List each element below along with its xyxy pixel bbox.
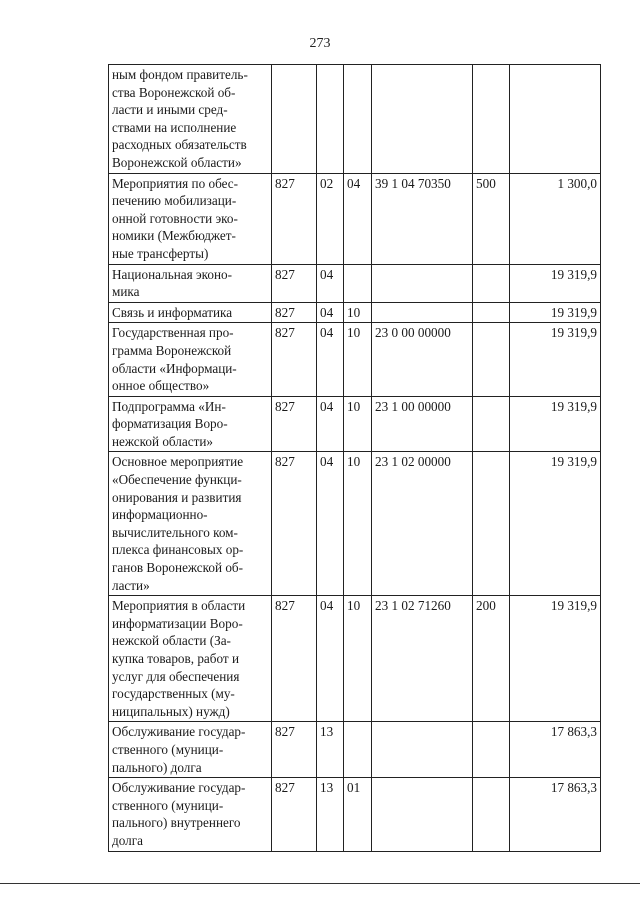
- amount-cell: 19 319,9: [510, 302, 601, 323]
- table-row: [109, 396, 601, 452]
- item-name-line: грамма Воронежской: [112, 342, 232, 358]
- item-name-cell: [109, 396, 272, 452]
- target-article-cell: [372, 65, 473, 174]
- expense-type-cell: [473, 302, 510, 323]
- item-name-line: нежской области»: [112, 433, 213, 449]
- item-name-line: информатизации Воро-: [112, 615, 243, 631]
- admin-code-cell: 827: [272, 452, 317, 596]
- item-name-line: государственных (му-: [112, 686, 235, 702]
- subsection-code-cell: [344, 65, 372, 174]
- item-name-line: ственного (муници-: [112, 797, 224, 813]
- subsection-code-cell: [344, 722, 372, 778]
- subsection-code-cell: 10: [344, 452, 372, 596]
- item-name-line: Воронежской области»: [112, 154, 242, 170]
- item-name-line: Основное мероприятие: [112, 454, 244, 470]
- section-code-cell: 04: [317, 264, 344, 302]
- target-article-cell: [372, 722, 473, 778]
- admin-code-cell: [272, 65, 317, 174]
- target-article-cell: 23 0 00 00000: [372, 323, 473, 396]
- item-name-line: ственного (муници-: [112, 741, 224, 757]
- item-name-line: Национальная эконо-: [112, 266, 233, 282]
- target-article-cell: 23 1 00 00000: [372, 396, 473, 452]
- expense-type-cell: [473, 722, 510, 778]
- item-name-cell: [109, 264, 272, 302]
- item-name-cell: [109, 323, 272, 396]
- expense-type-cell: [473, 778, 510, 851]
- table-row: [109, 778, 601, 851]
- item-name-line: нежской области (За-: [112, 633, 231, 649]
- item-name-line: пального) внутреннего: [112, 815, 241, 831]
- item-name-line: ным фондом правитель-: [112, 67, 248, 82]
- item-name-cell: [109, 722, 272, 778]
- amount-cell: 19 319,9: [510, 264, 601, 302]
- item-name-line: ства Воронежской об-: [112, 84, 236, 100]
- item-name-line: Обслуживание государ-: [112, 780, 246, 796]
- item-name-line: ласти»: [112, 577, 150, 593]
- admin-code-cell: 827: [272, 173, 317, 264]
- section-code-cell: 04: [317, 302, 344, 323]
- item-name-line: ные трансферты): [112, 245, 209, 261]
- section-code-cell: 13: [317, 722, 344, 778]
- item-name-cell: [109, 596, 272, 722]
- item-name-line: информационно-: [112, 507, 208, 523]
- expense-type-cell: 500: [473, 173, 510, 264]
- section-code-cell: 04: [317, 452, 344, 596]
- amount-cell: 19 319,9: [510, 323, 601, 396]
- expense-type-cell: [473, 323, 510, 396]
- expense-type-cell: [473, 65, 510, 174]
- table-row: [109, 722, 601, 778]
- item-name-line: Мероприятия в области: [112, 598, 246, 614]
- section-code-cell: 02: [317, 173, 344, 264]
- target-article-cell: 39 1 04 70350: [372, 173, 473, 264]
- table-row: [109, 452, 601, 596]
- item-name-line: номики (Межбюджет-: [112, 228, 236, 244]
- section-code-cell: 04: [317, 323, 344, 396]
- expense-type-cell: [473, 264, 510, 302]
- amount-cell: 17 863,3: [510, 722, 601, 778]
- admin-code-cell: 827: [272, 778, 317, 851]
- item-name-line: ганов Воронежской об-: [112, 560, 244, 576]
- item-name-line: «Обеспечение функци-: [112, 472, 242, 488]
- table-row: [109, 323, 601, 396]
- admin-code-cell: 827: [272, 596, 317, 722]
- item-name-line: плекса финансовых ор-: [112, 542, 244, 558]
- amount-cell: 17 863,3: [510, 778, 601, 851]
- subsection-code-cell: 01: [344, 778, 372, 851]
- admin-code-cell: 827: [272, 323, 317, 396]
- subsection-code-cell: 10: [344, 323, 372, 396]
- admin-code-cell: 827: [272, 302, 317, 323]
- subsection-code-cell: 04: [344, 173, 372, 264]
- item-name-cell: [109, 452, 272, 596]
- item-name-line: Связь и информатика: [112, 304, 233, 320]
- page-bottom-rule: [0, 883, 640, 884]
- subsection-code-cell: 10: [344, 396, 372, 452]
- admin-code-cell: 827: [272, 722, 317, 778]
- item-name-line: вычислительного ком-: [112, 524, 238, 540]
- item-name-line: услуг для обеспечения: [112, 668, 240, 684]
- page-number: 273: [309, 36, 331, 51]
- item-name-line: расходных обязательств: [112, 137, 247, 153]
- amount-cell: 19 319,9: [510, 396, 601, 452]
- item-name-line: онное общество»: [112, 378, 210, 394]
- table-row: [109, 264, 601, 302]
- item-name-line: пального) долга: [112, 759, 202, 775]
- admin-code-cell: 827: [272, 396, 317, 452]
- table-row: [109, 596, 601, 722]
- subsection-code-cell: 10: [344, 596, 372, 722]
- budget-table-body: [109, 65, 601, 852]
- item-name-line: мика: [112, 284, 140, 300]
- target-article-cell: [372, 302, 473, 323]
- expense-type-cell: [473, 452, 510, 596]
- item-name-cell: [109, 778, 272, 851]
- target-article-cell: [372, 778, 473, 851]
- item-name-line: печению мобилизаци-: [112, 193, 237, 209]
- section-code-cell: [317, 65, 344, 174]
- section-code-cell: 04: [317, 396, 344, 452]
- target-article-cell: [372, 264, 473, 302]
- table-row: [109, 65, 601, 174]
- item-name-line: Обслуживание государ-: [112, 724, 246, 740]
- item-name-line: области «Информаци-: [112, 360, 237, 376]
- subsection-code-cell: 10: [344, 302, 372, 323]
- table-row: [109, 173, 601, 264]
- amount-cell: 19 319,9: [510, 596, 601, 722]
- section-code-cell: 04: [317, 596, 344, 722]
- item-name-line: ласти и иными сред-: [112, 102, 228, 118]
- item-name-line: онирования и развития: [112, 489, 242, 505]
- item-name-cell: [109, 65, 272, 174]
- section-code-cell: 13: [317, 778, 344, 851]
- item-name-line: онной готовности эко-: [112, 210, 238, 226]
- budget-table: [108, 64, 601, 852]
- item-name-cell: [109, 302, 272, 323]
- subsection-code-cell: [344, 264, 372, 302]
- item-name-cell: [109, 173, 272, 264]
- table-row: [109, 302, 601, 323]
- item-name-line: ствами на исполнение: [112, 119, 237, 135]
- item-name-line: Подпрограмма «Ин-: [112, 398, 226, 414]
- admin-code-cell: 827: [272, 264, 317, 302]
- expense-type-cell: [473, 396, 510, 452]
- amount-cell: [510, 65, 601, 174]
- item-name-line: долга: [112, 832, 143, 848]
- expense-type-cell: 200: [473, 596, 510, 722]
- target-article-cell: 23 1 02 00000: [372, 452, 473, 596]
- item-name-line: купка товаров, работ и: [112, 651, 240, 666]
- target-article-cell: 23 1 02 71260: [372, 596, 473, 722]
- amount-cell: 1 300,0: [510, 173, 601, 264]
- item-name-line: ниципальных) нужд): [112, 703, 230, 719]
- amount-cell: 19 319,9: [510, 452, 601, 596]
- item-name-line: Мероприятия по обес-: [112, 175, 239, 191]
- item-name-line: форматизация Воро-: [112, 416, 228, 432]
- item-name-line: Государственная про-: [112, 325, 234, 341]
